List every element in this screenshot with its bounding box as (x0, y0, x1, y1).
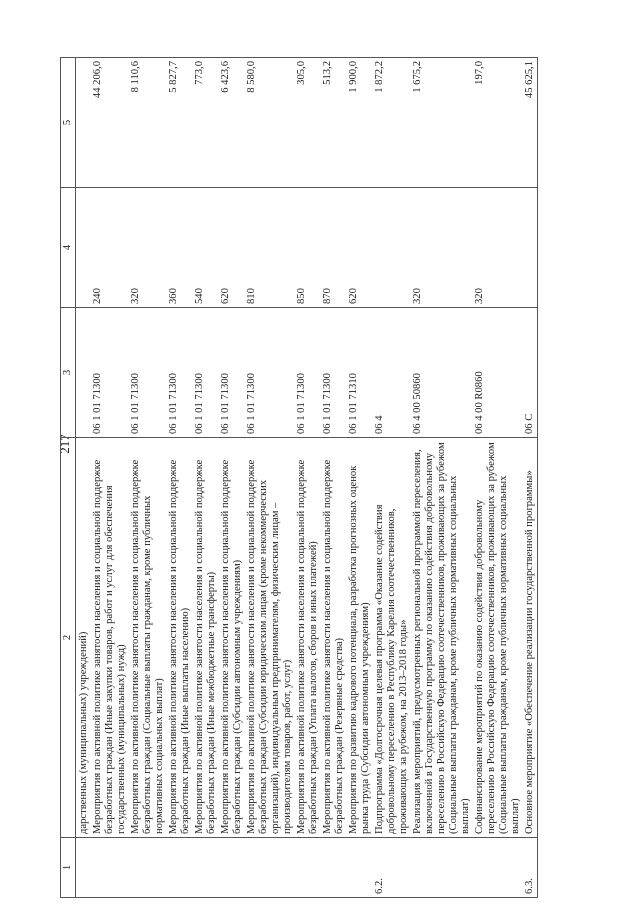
row-number (219, 838, 245, 898)
row-code: 06 4 00 R0860 (473, 308, 523, 438)
row-expense-type: 240 (91, 188, 129, 308)
row-number (129, 838, 167, 898)
table-header (61, 58, 76, 898)
header-row (61, 58, 76, 898)
column-header-2: 2 (61, 438, 76, 838)
row-number (193, 838, 219, 898)
table-row (76, 58, 92, 898)
row-expense-type: 320 (411, 188, 473, 308)
row-number (245, 838, 295, 898)
row-code: 06 1 01 71300 (219, 308, 245, 438)
row-number (91, 838, 129, 898)
column-header-3: 3 (61, 308, 76, 438)
row-expense-type: 620 (347, 188, 373, 308)
row-number (473, 838, 523, 898)
row-code: 06 1 01 71300 (321, 308, 347, 438)
table-row (321, 58, 347, 898)
row-number (411, 838, 473, 898)
row-description: Мероприятия по активной политике занятости населения и социальной поддержке безработных граждан (Субсидии автономным учреждениям) (219, 438, 245, 838)
table-row (473, 58, 523, 898)
row-code: 06 С (523, 308, 538, 438)
row-amount: 773,0 (193, 58, 219, 188)
table-row (193, 58, 219, 898)
table-row (245, 58, 295, 898)
row-number (295, 838, 321, 898)
table-row (129, 58, 167, 898)
table-body (76, 58, 538, 898)
row-code: 06 1 01 71300 (91, 308, 129, 438)
table-row (373, 58, 411, 898)
row-amount: 6 423,6 (219, 58, 245, 188)
page-number: 217 (57, 434, 72, 454)
row-amount: 44 206,0 (91, 58, 129, 188)
row-number (76, 838, 92, 898)
row-expense-type: 620 (219, 188, 245, 308)
table-row (295, 58, 321, 898)
row-number: 6.2. (373, 838, 411, 898)
row-expense-type: 870 (321, 188, 347, 308)
row-amount (76, 58, 92, 188)
table-row (219, 58, 245, 898)
row-code: 06 1 01 71300 (295, 308, 321, 438)
row-amount: 1 900,0 (347, 58, 373, 188)
row-expense-type (76, 188, 92, 308)
row-code: 06 4 00 50860 (411, 308, 473, 438)
row-description: Мероприятия по активной политике занятости населения и социальной поддержке безработных граждан (Иные выплаты населению) (167, 438, 193, 838)
row-expense-type: 360 (167, 188, 193, 308)
row-amount: 305,0 (295, 58, 321, 188)
row-description: Мероприятия по активной политике занятости населения и социальной поддержке безработных граждан (Иные межбюджетные трансферты) (193, 438, 219, 838)
row-description: дарственных (муниципальных) учреждений) (76, 438, 92, 838)
row-amount: 1 872,2 (373, 58, 411, 188)
row-expense-type: 850 (295, 188, 321, 308)
table-row (523, 58, 538, 898)
row-expense-type (373, 188, 411, 308)
row-description: Реализация мероприятий, предусмотренных региональной программой переселения, включенной в Государственную программу по оказанию содействия добровольному переселению в Российскую Федерацию соотечественников, проживающих за рубежом (Социальные выплаты гражданам, кроме публичных нормативных социальных выплат) (411, 438, 473, 838)
row-description: Мероприятия по активной политике занятости населения и социальной поддержке безработных граждан (Резервные средства) (321, 438, 347, 838)
column-header-5: 5 (61, 58, 76, 188)
row-description: Мероприятия по активной политике занятости населения и социальной поддержке безработных граждан (Уплата налогов, сборов и иных платежей) (295, 438, 321, 838)
row-description: Мероприятия по активной политике занятости населения и социальной поддержке безработных граждан (Субсидии юридическим лицам (кроме некоммерческих организаций), индивидуальным предпринимателям, физическим лицам – производителям товаров, работ, услуг) (245, 438, 295, 838)
row-expense-type: 320 (129, 188, 167, 308)
row-amount: 1 675,2 (411, 58, 473, 188)
table-row (91, 58, 129, 898)
row-description: Подпрограмма «Долгосрочная целевая программа «Оказание содействия добровольному переселению в Республику Карелия соотечественников, проживающих за рубежом, на 2013–2018 годы» (373, 438, 411, 838)
row-code (76, 308, 92, 438)
row-amount: 8 110,6 (129, 58, 167, 188)
row-code: 06 1 01 71310 (347, 308, 373, 438)
row-description: Мероприятия по активной политике занятости населения и социальной поддержке безработных граждан (Социальные выплаты гражданам, кроме публичных нормативных социальных выплат) (129, 438, 167, 838)
row-amount: 513,2 (321, 58, 347, 188)
row-description: Мероприятия по активной политике занятости населения и социальной поддержке безработных граждан (Иные закупки товаров, работ и услуг для обеспечения государственных (муниципальных) нужд) (91, 438, 129, 838)
row-expense-type (523, 188, 538, 308)
row-amount: 5 827,7 (167, 58, 193, 188)
budget-table (60, 57, 538, 898)
row-number (347, 838, 373, 898)
row-expense-type: 540 (193, 188, 219, 308)
row-expense-type: 810 (245, 188, 295, 308)
column-header-4: 4 (61, 188, 76, 308)
row-number (167, 838, 193, 898)
row-description: Софинансирование мероприятий по оказанию содействия добровольному переселению в Российскую Федерацию соотечественников, проживающих за рубежом (Социальные выплаты гражданам, кроме публичных нормативных социальных выплат) (473, 438, 523, 838)
table-row (167, 58, 193, 898)
rotated-page (60, 58, 620, 898)
row-amount: 45 625,1 (523, 58, 538, 188)
table-row (347, 58, 373, 898)
row-description: Мероприятия по развитию кадрового потенциала, разработка прогнозных оценок рынка труда (Субсидии автономным учреждениям) (347, 438, 373, 838)
row-code: 06 1 01 71300 (129, 308, 167, 438)
row-description: Основное мероприятие «Обеспечение реализации государственной программы» (523, 438, 538, 838)
row-amount: 197,0 (473, 58, 523, 188)
row-expense-type: 320 (473, 188, 523, 308)
row-number: 6.3. (523, 838, 538, 898)
row-code: 06 1 01 71300 (167, 308, 193, 438)
row-code: 06 1 01 71300 (193, 308, 219, 438)
column-header-1: 1 (61, 838, 76, 898)
row-amount: 8 580,0 (245, 58, 295, 188)
row-code: 06 1 01 71300 (245, 308, 295, 438)
table-row (411, 58, 473, 898)
row-code: 06 4 (373, 308, 411, 438)
row-number (321, 838, 347, 898)
